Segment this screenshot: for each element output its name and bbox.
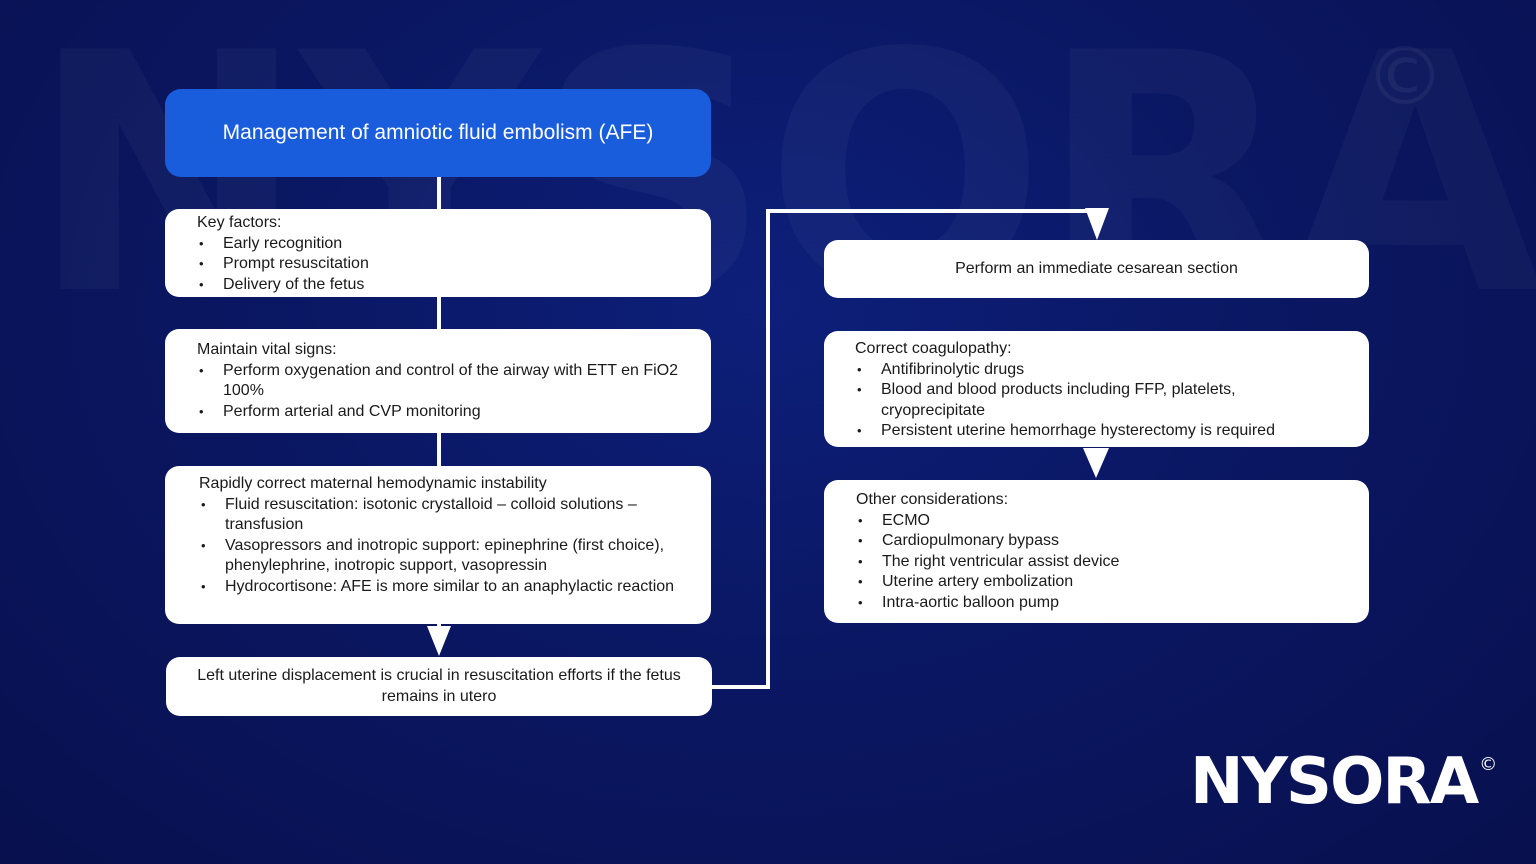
list-item: • Fluid resuscitation: isotonic crystalloid – colloid solutions – transfusion (199, 495, 685, 536)
list-item: • Prompt resuscitation (197, 254, 691, 275)
background-watermark-copyright: © (1365, 30, 1445, 123)
title-box (165, 89, 711, 177)
displacement-box (166, 657, 712, 716)
cesarean-text: Perform an immediate cesarean section (955, 259, 1238, 277)
list-item: • Hydrocortisone: AFE is more similar to an anaphylactic reaction (199, 577, 685, 598)
list-item: • Uterine artery embolization (856, 572, 1339, 593)
list-item: • Blood and blood products including FFP, platelets, cryoprecipitate (855, 380, 1339, 421)
list-item: • Persistent uterine hemorrhage hysterectomy is required (855, 421, 1339, 442)
other-considerations-box (824, 480, 1369, 623)
displacement-text: Left uterine displacement is crucial in resuscitation efforts if the fetus remains in utero (197, 667, 681, 705)
list-item: • Cardiopulmonary bypass (856, 531, 1339, 552)
arrow-to-other (1083, 448, 1109, 478)
hemodynamic-box (165, 466, 711, 624)
vital-signs-heading: Maintain vital signs: (197, 341, 337, 358)
list-item: • Perform arterial and CVP monitoring (197, 402, 681, 423)
list-item: • Intra-aortic balloon pump (856, 593, 1339, 614)
copyright-mark: © (1479, 754, 1496, 775)
key-factors-heading: Key factors: (197, 214, 282, 231)
arrow-to-displacement (427, 626, 451, 656)
arrow-to-cesarean (1085, 208, 1109, 240)
vital-signs-box (165, 329, 711, 433)
other-considerations-heading: Other considerations: (856, 491, 1009, 508)
coagulopathy-box (824, 331, 1369, 447)
list-item: • ECMO (856, 511, 1339, 532)
list-item: • Vasopressors and inotropic support: epinephrine (first choice), phenylephrine, inotropic support, vasopressin (199, 536, 685, 577)
list-item: • The right ventricular assist device (856, 552, 1339, 573)
list-item: • Antifibrinolytic drugs (855, 360, 1339, 381)
list-item: • Perform oxygenation and control of the airway with ETT en FiO2 100% (197, 361, 681, 402)
hemodynamic-heading: Rapidly correct maternal hemodynamic instability (199, 475, 547, 492)
diagram-title: Management of amniotic fluid embolism (AFE) (222, 121, 654, 144)
key-factors-box (165, 209, 711, 297)
cesarean-box (824, 240, 1369, 298)
list-item: • Delivery of the fetus (197, 275, 691, 296)
list-item: • Early recognition (197, 234, 691, 255)
nysora-logo: NYSORA © (1190, 745, 1496, 819)
coagulopathy-heading: Correct coagulopathy: (855, 340, 1012, 357)
